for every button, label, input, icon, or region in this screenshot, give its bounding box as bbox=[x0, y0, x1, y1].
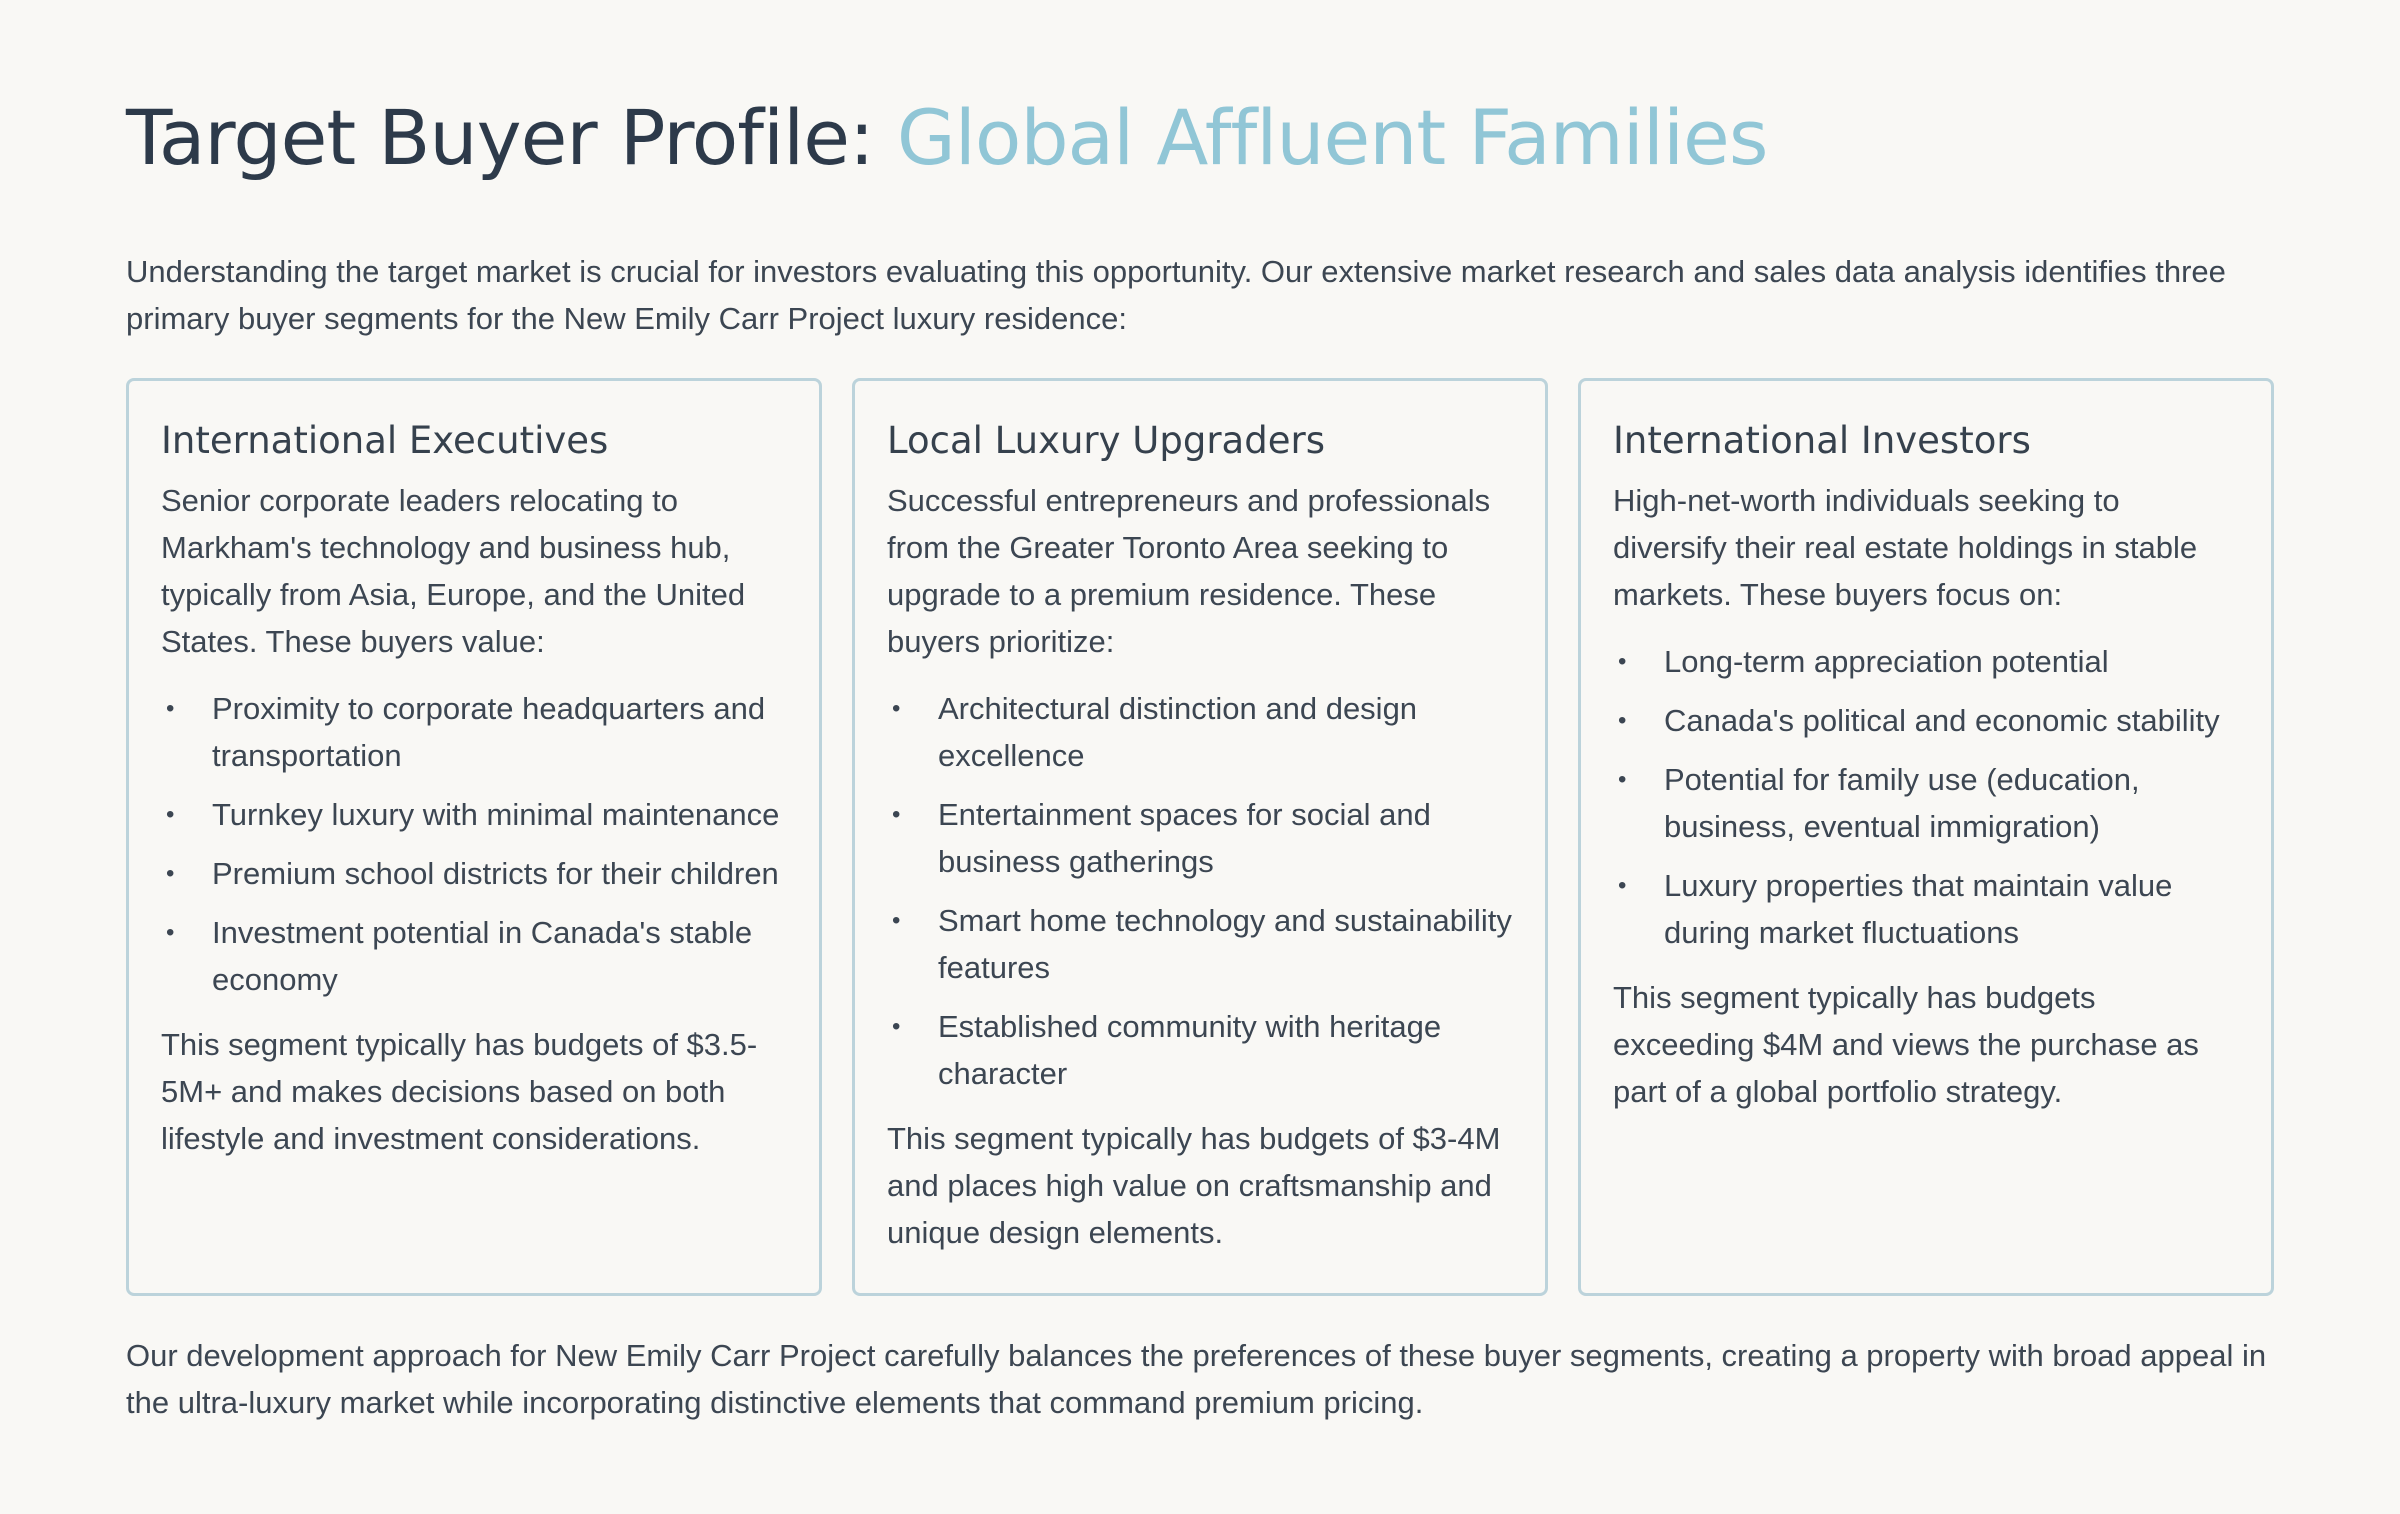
list-item: • Long-term appreciation potential bbox=[1613, 638, 2239, 685]
segment-title: International Investors bbox=[1613, 419, 2031, 462]
list-item: • Smart home technology and sustainability features bbox=[887, 897, 1513, 991]
bullet-icon: • bbox=[1618, 648, 1627, 675]
closing-paragraph: Our development approach for New Emily Carr Project carefully balances the preferences of these buyer segments, creating a property with broad appeal in the ultra-luxury market while incorporating distinctive elements that command premium pricing. bbox=[126, 1338, 2267, 1420]
segment-description: High-net-worth individuals seeking to diversify their real estate holdings in stable markets. These buyers focus on: bbox=[1613, 483, 2198, 612]
list-item: • Turnkey luxury with minimal maintenance bbox=[161, 791, 787, 838]
segment-cards bbox=[126, 378, 2274, 1296]
bullet-icon: • bbox=[166, 919, 175, 946]
list-item: • Luxury properties that maintain value during market fluctuations bbox=[1613, 862, 2239, 956]
list-item: • Architectural distinction and design excellence bbox=[887, 685, 1513, 779]
list-item: • Entertainment spaces for social and business gatherings bbox=[887, 791, 1513, 885]
segment-description: Senior corporate leaders relocating to Markham's technology and business hub, typically from Asia, Europe, and the United States. These buyers value: bbox=[161, 483, 746, 659]
bullet-icon: • bbox=[892, 695, 901, 722]
segment-points bbox=[1613, 638, 2239, 956]
bullet-icon: • bbox=[1618, 766, 1627, 793]
list-item: • Potential for family use (education, business, eventual immigration) bbox=[1613, 756, 2239, 850]
title-main: Target Buyer Profile: bbox=[126, 93, 897, 182]
list-item: • Investment potential in Canada's stable economy bbox=[161, 909, 787, 1003]
bullet-icon: • bbox=[892, 801, 901, 828]
bullet-icon: • bbox=[892, 1013, 901, 1040]
list-item: • Established community with heritage character bbox=[887, 1003, 1513, 1097]
segment-title: Local Luxury Upgraders bbox=[887, 419, 1325, 462]
segment-summary: This segment typically has budgets exceeding $4M and views the purchase as part of a global portfolio strategy. bbox=[1613, 980, 2199, 1109]
bullet-icon: • bbox=[1618, 707, 1627, 734]
segment-card-local-luxury-upgraders bbox=[852, 378, 1548, 1296]
bullet-icon: • bbox=[892, 907, 901, 934]
segment-card-international-executives bbox=[126, 378, 822, 1296]
bullet-icon: • bbox=[166, 860, 175, 887]
segment-points bbox=[161, 685, 787, 1003]
intro-paragraph: Understanding the target market is crucial for investors evaluating this opportunity. Our extensive market research and sales data analysis identifies three primary buyer segments for the New Emily Carr Project luxury residence: bbox=[126, 254, 2226, 336]
bullet-icon: • bbox=[1618, 872, 1627, 899]
segment-description: Successful entrepreneurs and professionals from the Greater Toronto Area seeking to upgrade to a premium residence. These buyers prioritize: bbox=[887, 483, 1491, 659]
bullet-icon: • bbox=[166, 695, 175, 722]
list-item: • Proximity to corporate headquarters and transportation bbox=[161, 685, 787, 779]
segment-title: International Executives bbox=[161, 419, 609, 462]
title-accent: Global Affluent Families bbox=[896, 93, 1768, 182]
segment-summary: This segment typically has budgets of $3.5-5M+ and makes decisions based on both lifestyle and investment considerations. bbox=[161, 1027, 758, 1156]
list-item: • Canada's political and economic stability bbox=[1613, 697, 2239, 744]
list-item: • Premium school districts for their children bbox=[161, 850, 787, 897]
page-title bbox=[126, 88, 1767, 188]
segment-points bbox=[887, 685, 1513, 1097]
bullet-icon: • bbox=[166, 801, 175, 828]
segment-card-international-investors bbox=[1578, 378, 2274, 1296]
segment-summary: This segment typically has budgets of $3-4M and places high value on craftsmanship and unique design elements. bbox=[887, 1121, 1501, 1250]
